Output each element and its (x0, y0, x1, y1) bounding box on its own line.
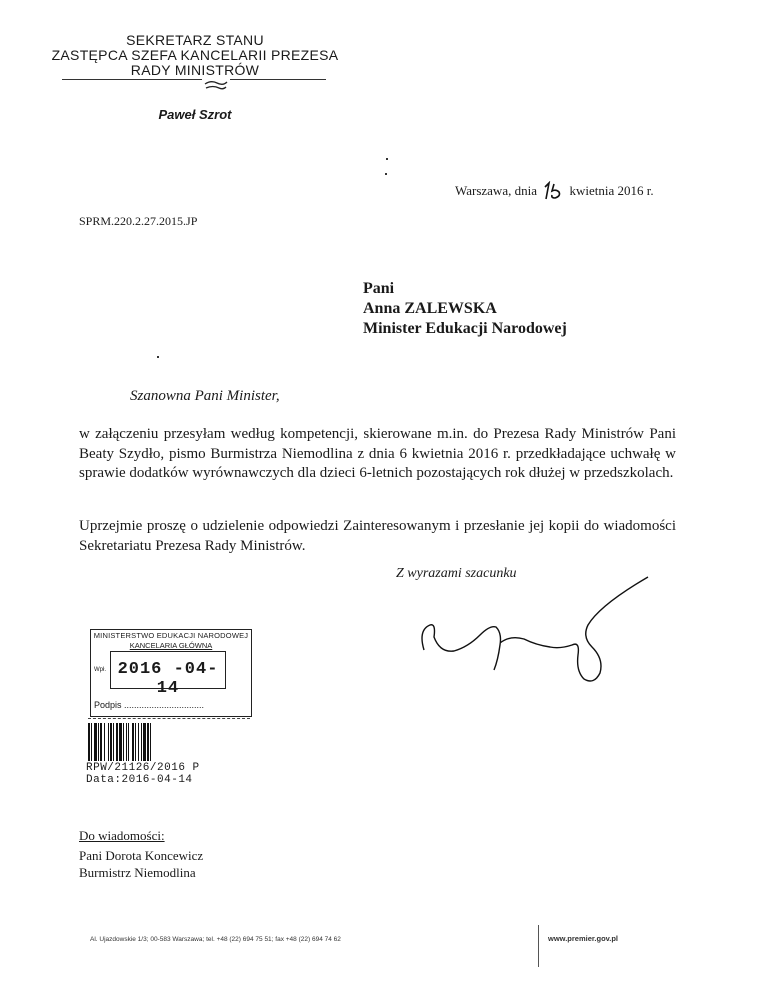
barcode-bar (138, 723, 139, 761)
addressee-name: Anna ZALEWSKA (363, 300, 497, 317)
barcode-bar (116, 723, 118, 761)
reference-number: SPRM.220.2.27.2015.JP (79, 214, 198, 228)
signature-icon (410, 575, 660, 695)
registry-date: Data:2016-04-14 (86, 774, 193, 786)
letterhead-subtitle: ZASTĘPCA SZEFA KANCELARII PREZESA (51, 47, 339, 63)
letterhead-rule-left (62, 79, 202, 80)
barcode-bar (88, 723, 90, 761)
closing: Z wyrazami szacunku (396, 566, 517, 581)
registry-id: RPW/21126/2016 P (86, 762, 200, 774)
registry-number (86, 762, 200, 786)
barcode-bar (110, 723, 112, 761)
cc-recipient-title: Burmistrz Niemodlina (79, 865, 196, 880)
footer-website[interactable]: www.premier.gov.pl (548, 934, 619, 943)
barcode-bar (91, 723, 92, 761)
handwritten-day-icon (540, 181, 566, 201)
barcode-bar (104, 723, 105, 761)
barcode-bar (113, 723, 114, 761)
body-paragraph-2: Uprzejmie proszę o udzielenie odpowiedzi Zainteresowanym i przesłanie jej kopii do wiadomości Sekretariatu Prezesa Rady Ministrów. (79, 518, 676, 554)
sender-name: Paweł Szrot (158, 107, 232, 122)
scan-mark (385, 173, 387, 175)
barcode-bar (98, 723, 99, 761)
addressee-position: Minister Edukacji Narodowej (363, 320, 567, 337)
letter-date (455, 183, 654, 200)
barcode-bar (126, 723, 127, 761)
barcode-bar (128, 723, 129, 761)
barcode-bar (108, 723, 109, 761)
stamp-signature-line: Podpis ................................ (94, 700, 205, 710)
barcode-bar (100, 723, 102, 761)
stamp-date-box (110, 651, 226, 698)
date-prefix: Warszawa, dnia (455, 183, 537, 198)
barcode-bar (141, 723, 142, 761)
stamp-divider (88, 718, 250, 719)
footer-address: Al. Ujazdowskie 1/3; 00-583 Warszawa; tel. +48 (22) 694 75 51; fax +48 (22) 694 74 62 (90, 936, 341, 943)
stamp-received-label: Wpł. (94, 667, 106, 673)
body-paragraph-1: w załączeniu przesyłam według kompetencji, skierowane m.in. do Prezesa Rady Ministrów Pani Beaty Szydło, pismo Burmistrza Niemodlina z dnia 6 kwietnia 2016 r. przedkładające uchwałę w sprawie dodatków wyrównawczych dla dzieci 6-letnich pozostających rok dłużej w przedszkolach. (79, 426, 676, 481)
letterhead-title: SEKRETARZ STANU (126, 32, 264, 48)
barcode-bar (94, 723, 97, 761)
letterhead-subtitle-2: RADY MINISTRÓW (130, 62, 260, 78)
barcode-bar (150, 723, 151, 761)
date-suffix: kwietnia 2016 r. (569, 183, 654, 198)
scan-mark (386, 158, 388, 160)
salutation: Szanowna Pani Minister, (130, 388, 280, 404)
barcode-bar (123, 723, 124, 761)
barcode-bar (147, 723, 149, 761)
stamp-office: KANCELARIA GŁÓWNA (129, 641, 213, 650)
barcode-icon (88, 723, 193, 761)
cc-recipient-name: Pani Dorota Koncewicz (79, 848, 204, 863)
handwritten-day (540, 181, 566, 197)
addressee-title: Pani (363, 280, 395, 297)
scan-mark (157, 356, 159, 358)
stamp-date: 2016 -04- 14 (117, 660, 219, 698)
barcode-bar (135, 723, 136, 761)
footer-divider (538, 925, 539, 967)
stamp-ministry: MINISTERSTWO EDUKACJI NARODOWEJ (93, 631, 249, 640)
cc-label: Do wiadomości: (79, 828, 165, 843)
letterhead-rule-right (230, 79, 326, 80)
barcode-bar (132, 723, 134, 761)
registry-stamp (90, 629, 252, 717)
barcode-bar (119, 723, 122, 761)
barcode-bar (143, 723, 146, 761)
emblem-icon (203, 80, 229, 92)
